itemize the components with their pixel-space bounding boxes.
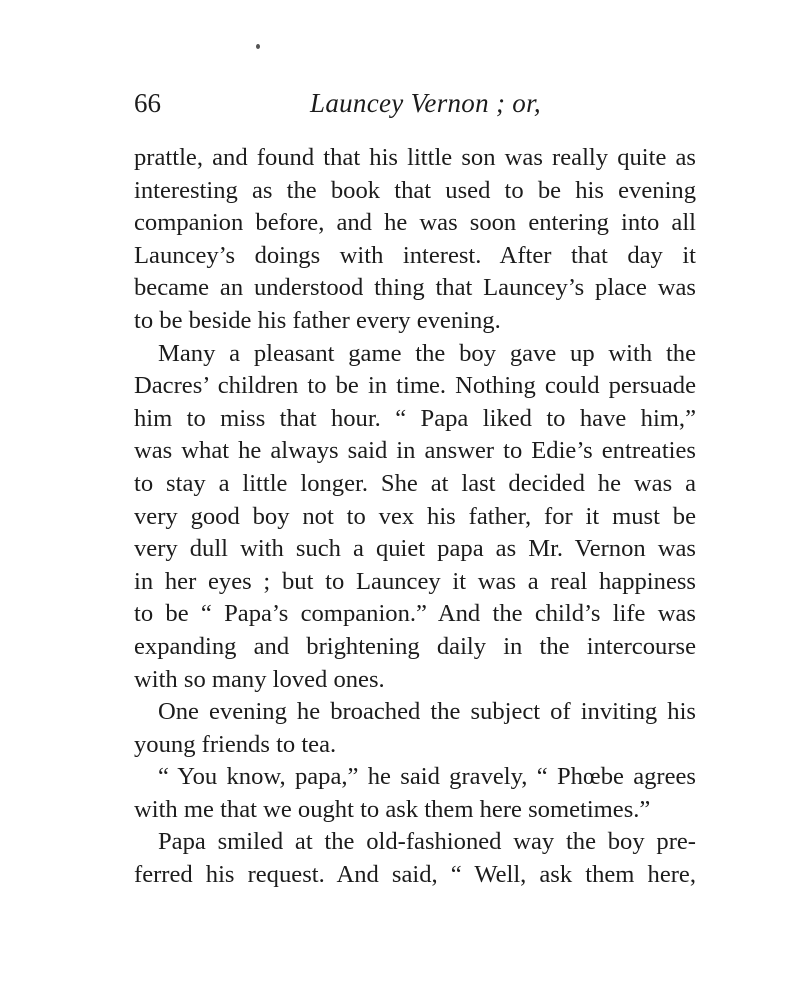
text-line: to stay a little longer. She at last decided he was a: [134, 469, 696, 497]
text-line: very dull with such a quiet papa as Mr. Vernon was: [134, 535, 696, 563]
running-title: Launcey Vernon ; or,: [310, 88, 541, 118]
page-number: 66: [134, 88, 161, 118]
text-line: “ You know, papa,” he said gravely, “ Phœbe agrees: [158, 763, 696, 791]
text-line: companion before, and he was soon entering into all: [134, 209, 696, 237]
text-line: with so many loved ones.: [134, 665, 385, 693]
text-line: ferred his request. And said, “ Well, ask them here,: [134, 861, 696, 889]
text-line: was what he always said in answer to Edie’s entreaties: [134, 437, 696, 465]
text-line: Launcey’s doings with interest. After that day it: [134, 241, 696, 269]
text-line: interesting as the book that used to be his evening: [134, 176, 696, 204]
text-line: very good boy not to vex his father, for it must be: [134, 502, 696, 530]
page-header: [134, 88, 694, 124]
text-line: young friends to tea.: [134, 730, 337, 758]
text-line: expanding and brightening daily in the intercourse: [134, 632, 696, 660]
text-line: to be “ Papa’s companion.” And the child’s life was: [134, 600, 696, 628]
text-line: in her eyes ; but to Launcey it was a real happiness: [134, 567, 696, 595]
ink-speck: [256, 44, 260, 49]
text-line: to be beside his father every evening.: [134, 306, 501, 334]
text-line: him to miss that hour. “ Papa liked to have him,”: [134, 404, 696, 432]
text-line: became an understood thing that Launcey’s place was: [134, 274, 696, 302]
body-text: [134, 142, 696, 892]
text-line: Dacres’ children to be in time. Nothing could persuade: [134, 372, 696, 400]
text-line: with me that we ought to ask them here sometimes.”: [134, 795, 651, 823]
text-line: Many a pleasant game the boy gave up with the: [158, 339, 696, 367]
text-line: Papa smiled at the old-fashioned way the boy pre-: [158, 828, 696, 856]
text-line: prattle, and found that his little son was really quite as: [134, 144, 696, 171]
text-line: One evening he broached the subject of inviting his: [158, 698, 696, 726]
